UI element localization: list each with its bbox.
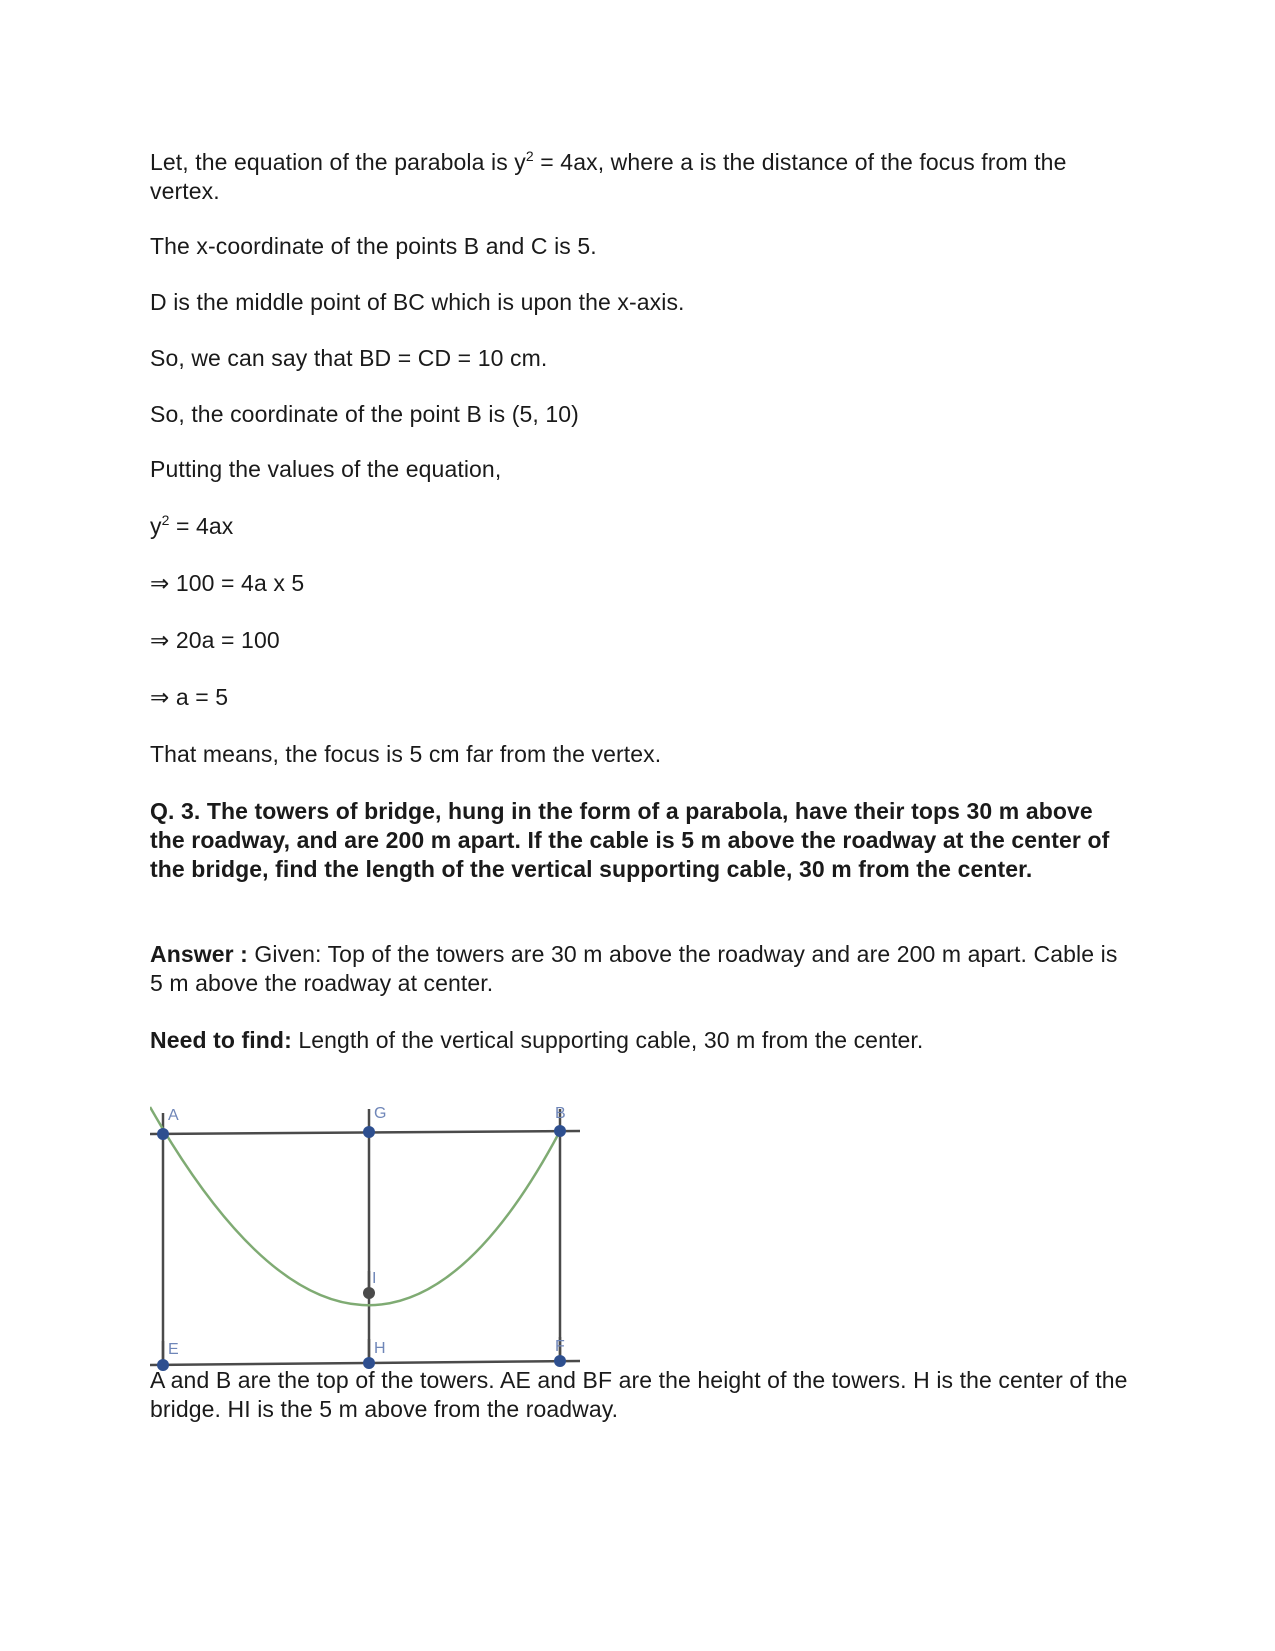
answer-label: Answer : bbox=[150, 941, 248, 967]
need-text: Length of the vertical supporting cable, 30 m from the center. bbox=[291, 1027, 924, 1053]
paragraph-parabola-equation: Let, the equation of the parabola is $y^2 = 4ax$, where a is the distance of the focus from the vertex. bbox=[150, 148, 1067, 204]
need-to-find-paragraph bbox=[150, 1026, 1130, 1055]
diagram-points bbox=[157, 1125, 566, 1371]
paragraph-putting-values: Putting the values of the equation, bbox=[150, 456, 502, 482]
paragraph-coordinate-b: So, the coordinate of the point B is (5, 10) bbox=[150, 401, 579, 427]
diagram-lines bbox=[150, 1109, 580, 1365]
label-f: F bbox=[555, 1338, 565, 1355]
point-a bbox=[157, 1128, 169, 1140]
bridge-parabola-diagram bbox=[150, 1103, 580, 1383]
answer-paragraph bbox=[150, 940, 1130, 998]
question-3-text: Q. 3. The towers of bridge, hung in the form of a parabola, have their tops 30 m above the roadway, and are 200 m apart. If the cable is 5 m above the roadway at the center of the bridge, find the length of the vertical supporting cable, 30 m from the center. bbox=[150, 798, 1110, 882]
closing-paragraph: A and B are the top of the towers. AE and BF are the height of the towers. H is the center of the bridge. HI is the 5 m above from the roadway. bbox=[150, 1367, 1128, 1422]
paragraph-x-coordinate: The x-coordinate of the points B and C is 5. bbox=[150, 233, 597, 259]
label-g: G bbox=[374, 1105, 387, 1122]
paragraph-bd-cd: So, we can say that BD = CD = 10 cm. bbox=[150, 345, 548, 371]
label-e: E bbox=[168, 1341, 179, 1358]
equation-line-1: $y^2 = 4ax$ bbox=[150, 512, 234, 539]
equation-line-3: ⇒ 20a = 100 bbox=[150, 627, 280, 653]
point-g bbox=[363, 1126, 375, 1138]
label-i: I bbox=[372, 1270, 377, 1287]
question-3 bbox=[150, 797, 1130, 884]
answer-text: Given: Top of the towers are 30 m above the roadway and are 200 m apart. Cable is 5 m above the roadway at center. bbox=[150, 941, 1118, 996]
label-h: H bbox=[374, 1340, 386, 1357]
diagram-labels bbox=[168, 1105, 566, 1358]
equation-line-2: ⇒ 100 = 4a x 5 bbox=[150, 570, 305, 596]
need-label: Need to find: bbox=[150, 1027, 292, 1053]
point-b bbox=[554, 1125, 566, 1137]
label-a: A bbox=[168, 1107, 179, 1124]
point-i bbox=[363, 1287, 375, 1299]
paragraph-focus-conclusion: That means, the focus is 5 cm far from the vertex. bbox=[150, 741, 662, 767]
paragraph-middle-point: D is the middle point of BC which is upon the x-axis. bbox=[150, 289, 685, 315]
label-b: B bbox=[555, 1105, 566, 1122]
parabola-cable bbox=[150, 1107, 560, 1305]
equation-line-4: ⇒ a = 5 bbox=[150, 684, 229, 710]
